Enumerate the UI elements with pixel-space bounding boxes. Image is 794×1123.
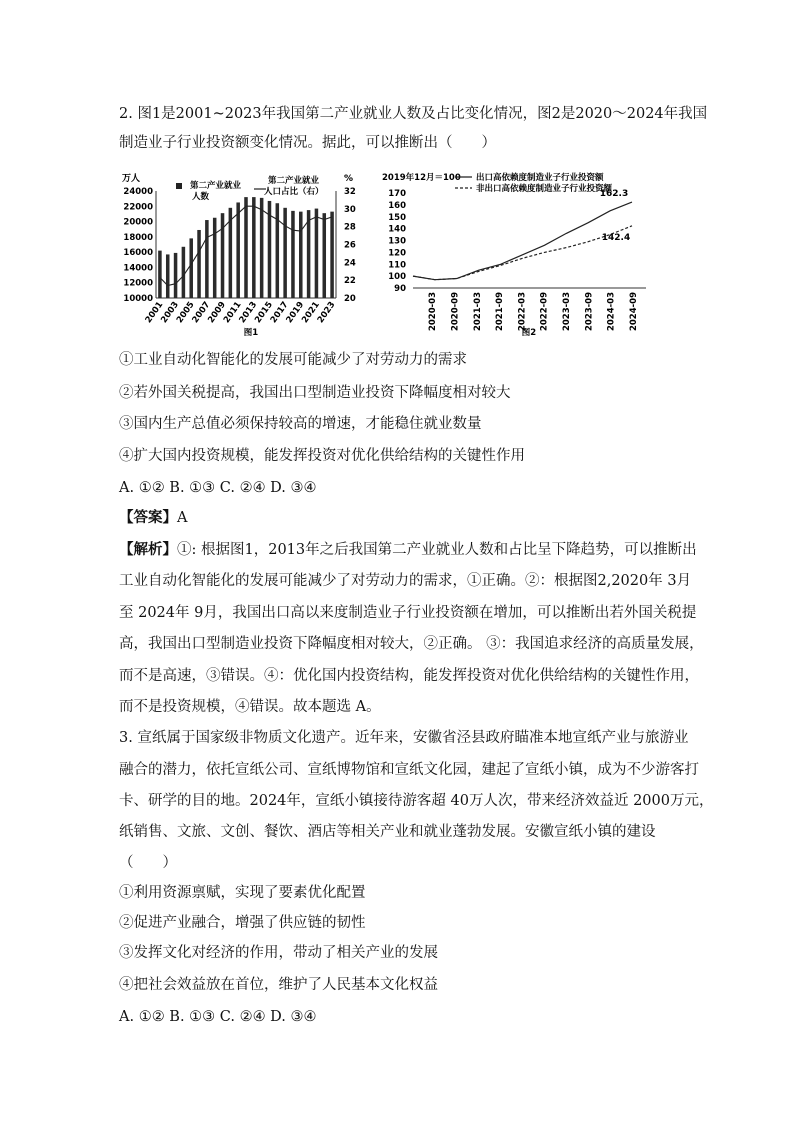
figure-2-note: 2019年12月＝100 — [382, 173, 461, 183]
q2-analysis-line6: 而不是投资规模，④错误。故本题选 A。 — [119, 699, 381, 715]
y-tick-label: 20000 — [123, 217, 153, 228]
q3-option-2: ②促进产业融合，增强了供应链的韧性 — [119, 915, 366, 931]
y2-tick-label: 30 — [344, 204, 356, 215]
q2-option-2: ②若外国关税提高，我国出口型制造业投资下降幅度相对较大 — [119, 385, 511, 401]
bar — [174, 253, 178, 298]
y2-tick-label: 28 — [344, 222, 356, 233]
q2-analysis-line1 — [119, 540, 697, 560]
y-tick-label: 90 — [394, 284, 406, 294]
answer-label: 【答案】 — [119, 509, 177, 526]
q2-choices: A. ①② B. ①③ C. ②④ D. ③④ — [119, 480, 317, 496]
bar — [315, 209, 319, 298]
q2-stem-line1: 2. 图1是2001~2023年我国第二产业就业人数及占比变化情况，图2是2020～2024年我国 — [119, 106, 708, 122]
y-tick-label: 110 — [388, 260, 406, 271]
legend-line-label-2: 人口占比（右） — [264, 187, 324, 197]
figure-1 — [118, 168, 368, 344]
bar — [260, 198, 264, 298]
y2-tick-label: 32 — [344, 187, 356, 197]
y-tick-label: 130 — [388, 236, 406, 247]
bar — [244, 197, 248, 298]
legend-dashed-label: 非出口高依赖度制造业子行业投资额 — [476, 184, 613, 194]
series-nonexport-line — [413, 226, 632, 280]
q3-stem-line4: 纸销售、文旅、文创、餐饮、酒店等相关产业和就业蓬勃发展。安徽宣纸小镇的建设 — [119, 824, 656, 840]
x-tick-label: 2020-09 — [450, 292, 461, 332]
y-tick-label: 16000 — [123, 248, 153, 259]
bar — [166, 254, 170, 298]
x-tick-label: 2015 — [253, 299, 275, 326]
x-tick-label: 2009 — [206, 299, 228, 326]
y-tick-label: 150 — [388, 212, 406, 223]
q3-stem-line2: 融合的潜力，依托宣纸公司、宣纸博物馆和宣纸文化园，建起了宣纸小镇，成为不少游客打 — [119, 762, 699, 778]
bar — [197, 230, 201, 298]
figure-1-title: 图1 — [243, 328, 259, 338]
bar — [283, 208, 287, 298]
x-tick-label: 2023-03 — [561, 292, 572, 332]
x-tick-label: 2019 — [284, 299, 307, 326]
y2-axis-unit: % — [344, 174, 354, 184]
q3-choices: A. ①② B. ①③ C. ②④ D. ③④ — [119, 1009, 317, 1025]
q2-option-1: ①工业自动化智能化的发展可能减少了对劳动力的需求 — [119, 352, 467, 368]
end-label-export: 162.3 — [599, 189, 629, 200]
bar — [276, 203, 280, 298]
y-tick-label: 18000 — [123, 232, 153, 243]
y2-tick-label: 24 — [344, 258, 356, 269]
legend-bar-label-1: 第二产业就业 — [190, 181, 242, 191]
x-tick-label: 2011 — [221, 299, 244, 326]
q2-analysis-line3: 至 2024年 9月，我国出口高以来度制造业子行业投资额在增加，可以推断出若外国关税提 — [119, 605, 697, 621]
y2-tick-label: 22 — [344, 276, 356, 287]
x-tick-label: 2003 — [159, 299, 182, 326]
figure-2 — [380, 168, 650, 344]
bar — [299, 212, 303, 298]
x-tick-label: 2013 — [237, 299, 260, 326]
bar — [291, 211, 295, 298]
q2-analysis-line2: 工业自动化智能化的发展可能减少了对劳动力的需求，①正确。②：根据图2,2020年 3月 — [119, 573, 692, 589]
legend-line-label-1: 第二产业就业 — [268, 176, 320, 186]
analysis-text: ①: 根据图1，2013年之后我国第二产业就业人数和占比呈下降趋势，可以推断出 — [177, 542, 697, 558]
y-axis-unit: 万人 — [122, 174, 141, 184]
q2-option-3: ③国内生产总值必须保持较高的增速，才能稳住就业数量 — [119, 416, 482, 432]
legend-bar-label-2: 人数 — [192, 192, 210, 202]
q2-analysis-line4: 高，我国出口型制造业投资下降幅度相对较大，②正确。 ③：我国追求经济的高质量发展， — [119, 636, 704, 652]
y-tick-label: 24000 — [123, 187, 153, 197]
y-tick-label: 14000 — [123, 263, 153, 274]
q3-option-4: ④把社会效益放在首位，维护了人民基本文化权益 — [119, 977, 438, 993]
bar — [323, 213, 327, 298]
y-tick-label: 160 — [388, 200, 406, 211]
series-export-line — [413, 202, 632, 280]
legend-solid-label: 出口高依赖度制造业子行业投资额 — [476, 173, 604, 183]
x-tick-label: 2017 — [268, 299, 291, 326]
figure-2-title: 图2 — [521, 328, 537, 338]
x-tick-label: 2024-09 — [628, 292, 639, 332]
q3-stem-line1: 3. 宣纸属于国家级非物质文化遗产。近年来，安徽省泾县政府瞄准本地宣纸产业与旅游业 — [119, 730, 689, 746]
y-tick-label: 120 — [388, 248, 406, 259]
bar — [205, 220, 209, 298]
y-tick-label: 12000 — [123, 278, 153, 289]
y-tick-label: 22000 — [123, 202, 153, 213]
analysis-label: 【解析】 — [119, 541, 177, 558]
q3-stem-line5: （ ） — [119, 855, 177, 871]
x-tick-label: 2020-03 — [428, 292, 439, 332]
q2-stem-line2: 制造业子行业投资额变化情况。据此，可以推断出（ ） — [119, 135, 496, 151]
q3-stem-line3: 卡、研学的目的地。2024年，宣纸小镇接待游客超 40万人次，带来经济效益近 2000万元， — [119, 793, 714, 809]
bar — [221, 213, 225, 298]
q2-analysis-line5: 而不是高速，③错误。④：优化国内投资结构，能发挥投资对优化供给结构的关键性作用， — [119, 668, 699, 684]
y-tick-label: 10000 — [123, 294, 153, 304]
figure-2-chart — [380, 168, 650, 340]
bar — [236, 202, 240, 298]
y-tick-label: 100 — [388, 272, 406, 283]
x-tick-label: 2021 — [300, 299, 322, 326]
x-tick-label: 2007 — [190, 299, 213, 326]
bar — [213, 218, 217, 298]
bar — [182, 247, 186, 298]
bar — [252, 197, 256, 298]
x-tick-label: 2021-03 — [472, 292, 483, 332]
x-tick-label: 2023 — [315, 299, 338, 326]
y-tick-label: 140 — [388, 224, 406, 235]
x-tick-label: 2001 — [143, 299, 166, 326]
bar — [158, 251, 162, 298]
legend-bar-swatch — [176, 183, 182, 189]
bar — [307, 210, 311, 298]
end-label-nonexport: 142.4 — [601, 232, 631, 243]
x-tick-label: 2021-09 — [495, 292, 506, 332]
answer-value: A — [177, 510, 188, 526]
x-tick-label: 2022-09 — [539, 292, 550, 332]
bar — [330, 212, 334, 298]
q2-option-4: ④扩大国内投资规模，能发挥投资对优化供给结构的关键性作用 — [119, 448, 525, 464]
x-tick-label: 2022-03 — [517, 292, 528, 332]
figure-1-chart — [118, 168, 368, 340]
q3-option-3: ③发挥文化对经济的作用，带动了相关产业的发展 — [119, 945, 438, 961]
q3-option-1: ①利用资源禀赋，实现了要素优化配置 — [119, 885, 366, 901]
bar — [189, 238, 193, 298]
x-tick-label: 2005 — [174, 299, 197, 326]
y2-tick-label: 26 — [344, 240, 356, 251]
q2-answer — [119, 508, 187, 528]
x-tick-label: 2023-09 — [584, 292, 595, 332]
y-tick-label: 170 — [388, 189, 406, 199]
y2-tick-label: 20 — [344, 294, 356, 304]
x-tick-label: 2024-03 — [606, 292, 617, 332]
